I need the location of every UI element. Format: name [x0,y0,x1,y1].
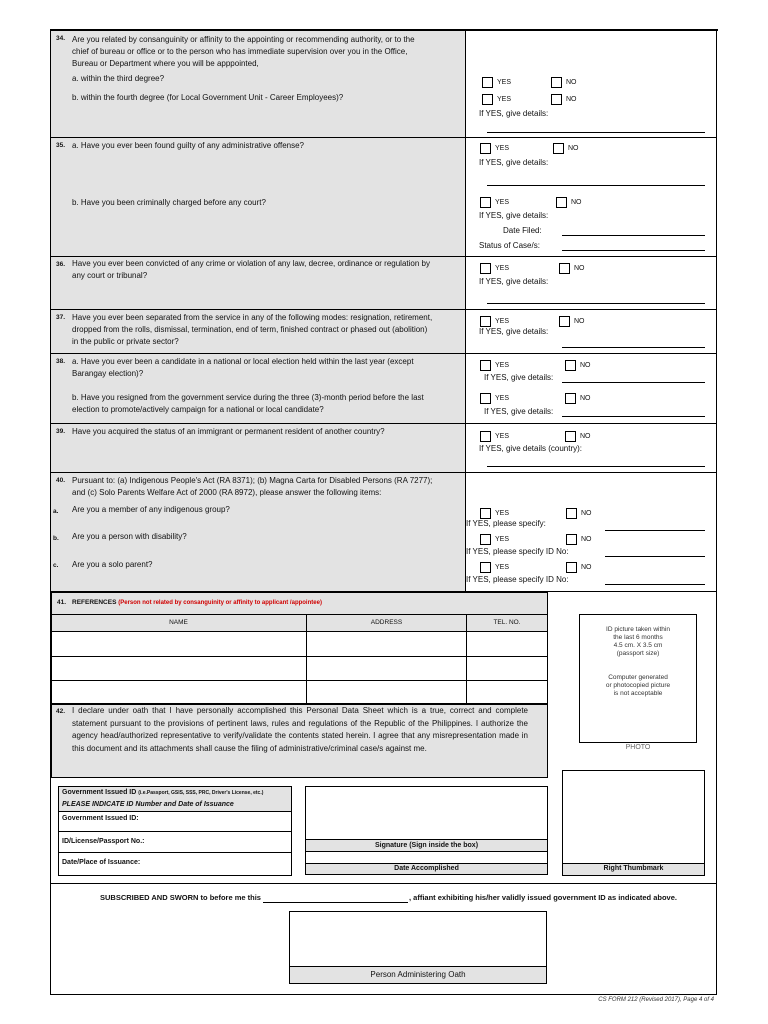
q37-no-label: NO [574,318,585,325]
q38-number: 38. [56,358,66,365]
q38b-no-label: NO [580,395,591,402]
references-number: 41. [57,599,67,606]
references-table [51,592,548,704]
photo-instructions-2 [579,674,697,698]
references-note: (Person not related by consanguinity or affinity to applicant /appointee) [118,600,322,606]
form-footer: CS FORM 212 (Revised 2017), Page 4 of 4 [598,997,714,1003]
q40a-letter: a. [53,508,59,515]
declaration-text: I declare under oath that I have personally accomplished this Personal Data Sheet which is a true, correct and complete statement pursuant to the provisions of pertinent laws, rules and regulations of the Republic of the Philippines. I authorize the agency head/authorized representative to verify/validate the contents stated herein. I agree that any misrepresentation made in this document and its attachments shall cause the filing of administrative/criminal case/s against me. [72,706,528,754]
q34a-no-label: NO [566,79,577,86]
q36-number: 36. [56,261,66,268]
q38a-line2: Barangay election)? [72,369,144,378]
q34-details-label: If YES, give details: [479,109,549,118]
q40b-specify-label: If YES, please specify ID No: [466,547,569,556]
gov-id-field2-label: ID/License/Passport No.: [62,838,145,845]
oath-date-field[interactable] [263,902,408,903]
q38a-no-label: NO [580,362,591,369]
q40b-no-checkbox[interactable] [566,534,577,545]
thumbmark-box[interactable] [562,770,705,876]
q38a-line1: a. Have you ever been a candidate in a national or local election held within the last year (except [72,357,414,366]
q35b-yes-label: YES [495,199,510,206]
q34-line3: Bureau or Department where you will be apppointed, [72,59,259,68]
q37-no-checkbox[interactable] [559,316,570,327]
q36-details-label: If YES, give details: [479,277,549,286]
photo-line-5: Computer generated [608,674,668,681]
q37-number: 37. [56,314,66,321]
q36-line2: any court or tribunal? [72,271,148,280]
references-title [72,598,322,608]
q35b-status-field[interactable] [562,250,705,251]
photo-line-6: or photocopied picture [605,682,671,689]
q36-line1: Have you ever been convicted of any crime or violation of any law, decree, ordinance or regulation by [72,259,430,268]
q40-number: 40. [56,477,66,484]
photo-label: PHOTO [625,744,651,751]
q40b-specify-field[interactable] [605,556,705,557]
q38b-line2: election to promote/actively campaign for a national or local candidate? [72,405,324,414]
questions-divider [465,31,466,592]
q39-no-label: NO [580,433,591,440]
gov-id-title [62,787,263,799]
q40a-no-checkbox[interactable] [566,508,577,519]
q35a-details-label: If YES, give details: [479,158,549,167]
q40c-text: Are you a solo parent? [72,560,153,569]
q38b-details-field[interactable] [562,416,705,417]
frame-bottom [50,994,717,995]
q38a-details-field[interactable] [562,382,705,383]
q40b-yes-label: YES [495,536,510,543]
q35b-date-filed-field[interactable] [562,235,705,236]
q35b-date-filed-label: Date Filed: [503,226,542,235]
q35a-no-label: NO [568,145,579,152]
q37-line1: Have you ever been separated from the service in any of the following modes: resignation, retirement, [72,313,433,322]
q38a-details-label: If YES, give details: [484,373,554,382]
q35a-text: a. Have you ever been found guilty of any administrative offense? [72,141,304,150]
q40a-no-label: NO [581,510,592,517]
q40c-yes-label: YES [495,564,510,571]
q40b-yes-checkbox[interactable] [480,534,491,545]
q38b-no-checkbox[interactable] [565,393,576,404]
q35b-yes-checkbox[interactable] [480,197,491,208]
q38b-yes-label: YES [495,395,510,402]
q39-no-checkbox[interactable] [565,431,576,442]
photo-line-4: (passport size) [616,650,660,657]
q34a-text: a. within the third degree? [72,74,165,83]
gov-id-subtitle: PLEASE INDICATE ID Number and Date of Issuance [62,801,234,808]
oath-text-right: , affiant exhibiting his/her validly issued government ID as indicated above. [409,893,677,902]
q38a-yes-checkbox[interactable] [480,360,491,371]
q34b-no-checkbox[interactable] [551,94,562,105]
q37-details-label: If YES, give details: [479,327,549,336]
q39-yes-label: YES [495,433,510,440]
q40c-no-checkbox[interactable] [566,562,577,573]
thumbmark-label: Right Thumbmark [603,865,664,872]
declaration-number: 42. [56,708,66,715]
q40a-text: Are you a member of any indigenous group? [72,505,230,514]
q38a-no-checkbox[interactable] [565,360,576,371]
q35a-yes-label: YES [495,145,510,152]
q35b-no-checkbox[interactable] [556,197,567,208]
q34-line1: Are you related by consanguinity or affinity to the appointing or recommending authority, or to the [72,35,415,44]
q40-line1: Pursuant to: (a) Indigenous People's Act (RA 8371); (b) Magna Carta for Disabled Persons (RA 7277); [72,476,433,485]
q39-yes-checkbox[interactable] [480,431,491,442]
q34a-no-checkbox[interactable] [551,77,562,88]
gov-id-title-note: (i.e.Passport, GSIS, SSS, PRC, Driver's License, etc.) [138,790,264,796]
q35-number: 35. [56,142,66,149]
q40c-yes-checkbox[interactable] [480,562,491,573]
q38b-yes-checkbox[interactable] [480,393,491,404]
photo-instructions-1 [579,626,697,658]
q39-number: 39. [56,428,66,435]
photo-line-1: ID picture taken within [606,626,670,633]
q40c-specify-label: If YES, please specify ID No: [466,575,569,584]
q40a-specify-label: If YES, please specify: [466,519,546,528]
q34b-text: b. within the fourth degree (for Local Government Unit - Career Employees)? [72,93,344,102]
col-name-header: NAME [169,619,188,626]
q35b-details-label: If YES, give details: [479,211,549,220]
q40b-text: Are you a person with disability? [72,532,187,541]
q36-details-field[interactable] [487,303,705,304]
q38a-yes-label: YES [495,362,510,369]
q34-details-field[interactable] [487,132,705,133]
q38b-line1: b. Have you resigned from the government service during the three (3)-month period before the last [72,393,424,402]
oath-admin-label: Person Administering Oath [370,970,466,979]
photo-line-7: is not acceptable [613,690,663,697]
frame-right [716,30,717,995]
gov-id-field1-label: Government Issued ID: [62,815,139,822]
q35a-yes-checkbox[interactable] [480,143,491,154]
q35a-no-checkbox[interactable] [553,143,564,154]
signature-label: Signature (Sign inside the box) [374,842,479,849]
q37-line2: dropped from the rolls, dismissal, termination, end of term, finished contract or phased out (abolition) [72,325,428,334]
photo-line-3: 4.5 cm. X 3.5 cm [613,642,663,649]
q40a-specify-field[interactable] [605,530,705,531]
q40c-no-label: NO [581,564,592,571]
q40a-yes-label: YES [495,510,510,517]
q40b-no-label: NO [581,536,592,543]
photo-line-2: the last 6 months [613,634,663,641]
q37-yes-label: YES [495,318,510,325]
q36-yes-checkbox[interactable] [480,263,491,274]
q36-yes-label: YES [495,265,510,272]
q39-details-field[interactable] [487,466,705,467]
date-accomplished-label: Date Accomplished [394,865,459,872]
q37-details-field[interactable] [562,347,705,348]
q39-details-label: If YES, give details (country): [479,444,583,453]
q35b-text: b. Have you been criminally charged before any court? [72,198,266,207]
gov-id-title-text: Government Issued ID [62,789,137,796]
q34a-yes-checkbox[interactable] [482,77,493,88]
q34a-yes-label: YES [497,79,512,86]
q34b-no-label: NO [566,96,577,103]
col-tel-header: TEL. NO. [493,619,521,626]
q35b-no-label: NO [571,199,582,206]
q34b-yes-checkbox[interactable] [482,94,493,105]
gov-id-field3-label: Date/Place of Issuance: [62,859,141,866]
signature-box[interactable] [305,786,548,875]
q36-no-label: NO [574,265,585,272]
q40b-letter: b. [53,535,59,542]
q36-no-checkbox[interactable] [559,263,570,274]
references-title-text: REFERENCES [72,599,117,606]
q39-text: Have you acquired the status of an immigrant or permanent resident of another country? [72,427,385,436]
oath-text-left: SUBSCRIBED AND SWORN to before me this [100,893,261,902]
q34b-yes-label: YES [497,96,512,103]
q40-line2: and (c) Solo Parents Welfare Act of 2000 (RA 8972), please answer the following items: [72,488,382,497]
q38b-details-label: If YES, give details: [484,407,554,416]
q40c-letter: c. [53,562,59,569]
q34-line2: chief of bureau or office or to the person who has immediate supervision over you in the Office, [72,47,408,56]
q35b-status-label: Status of Case/s: [479,241,540,250]
q37-line3: in the public or private sector? [72,337,179,346]
q34-number: 34. [56,35,66,42]
q40c-specify-field[interactable] [605,584,705,585]
q35a-details-field[interactable] [487,185,705,186]
col-address-header: ADDRESS [370,619,403,626]
